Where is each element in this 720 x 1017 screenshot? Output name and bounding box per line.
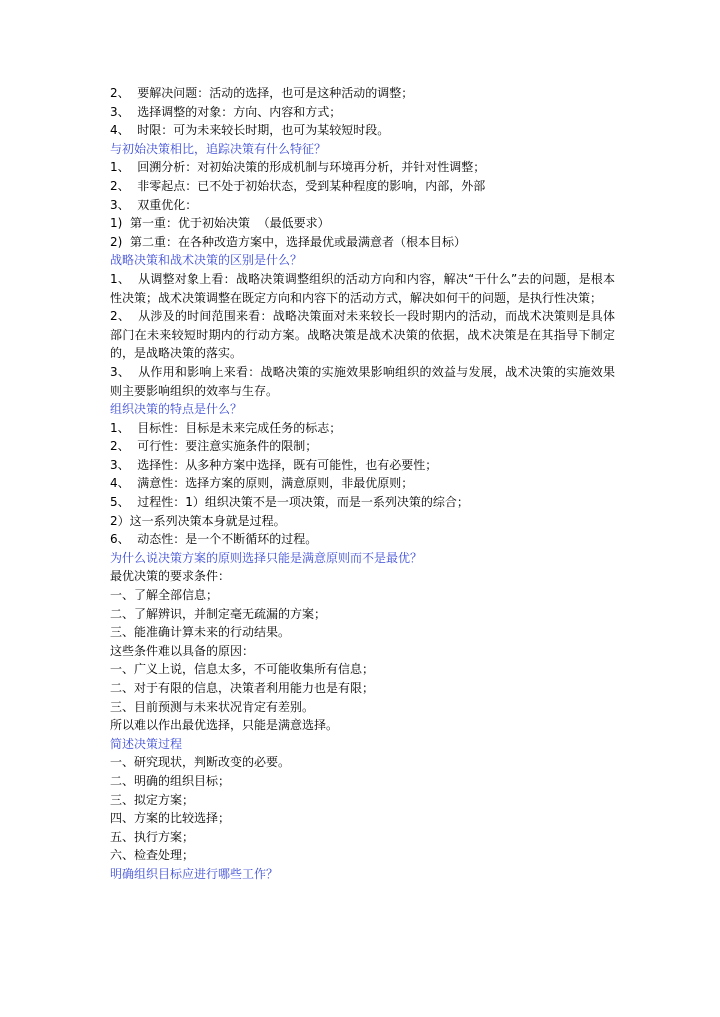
text-line: 2）这一系列决策本身就是过程。	[110, 513, 286, 528]
text-line: 二、明确的组织目标；	[110, 773, 231, 788]
paragraph: 2、 从涉及的时间范围来看：战略决策面对未来较长一段时期内的活动，而战术决策则是具体部门在未来较短时期内的行动方案。战略决策是战术决策的依据，战术决策是在其指导下制定的，是战略决策的落实。	[110, 309, 615, 361]
paragraph: 1、 从调整对象上看：战略决策调整组织的活动方向和内容，解决“干什么”去的问题，是根本性决策；战术决策调整在既定方向和内容下的活动方式，解决如何干的问题，是执行性决策；	[110, 271, 615, 305]
text-line: 二、对于有限的信息，决策者利用能力也是有限；	[110, 681, 375, 695]
text-line: 6、 动态性：是一个不断循环的过程。	[110, 532, 318, 547]
text-line: 4、 时限：可为未来较长时期，也可为某较短时段。	[110, 123, 390, 138]
text-line: 这些条件难以具备的原因：	[110, 643, 255, 658]
section-heading: 与初始决策相比，追踪决策有什么特征？	[110, 141, 327, 156]
text-line: 5、 过程性：1）组织决策不是一项决策，而是一系列决策的综合；	[110, 495, 469, 510]
text-line: 1、 回溯分析：对初始决策的形成机制与环境再分析，并针对性调整；	[110, 160, 486, 175]
section-heading: 战略决策和战术决策的区别是什么？	[110, 253, 303, 268]
text-line: 三、能准确计算未来的行动结果。	[110, 625, 291, 640]
text-line: 五、执行方案；	[110, 829, 195, 844]
text-line: 2、 要解决问题：活动的选择，也可是这种活动的调整；	[110, 86, 414, 100]
section-heading: 为什么说决策方案的原则选择只能是满意原则而不是最优？	[110, 550, 423, 565]
text-line: 所以难以作出最优选择，只能是满意选择。	[110, 718, 339, 733]
text-line: 3、 双重优化：	[110, 197, 198, 212]
document-body	[110, 84, 615, 884]
paragraph: 3、 从作用和影响上来看：战略决策的实施效果影响组织的效益与发展，战术决策的实施效果则主要影响组织的效率与生存。	[110, 364, 615, 398]
text-line: 三、目前预测与未来状况肯定有差别。	[110, 699, 315, 714]
text-line: 2) 第二重：在各种改造方案中，选择最优或最满意者（根本目标）	[110, 234, 466, 249]
text-line: 一、广义上说，信息太多，不可能收集所有信息；	[110, 662, 375, 677]
section-heading: 明确组织目标应进行哪些工作？	[110, 866, 279, 881]
text-line: 2、 非零起点：已不处于初始状态，受到某种程度的影响，内部，外部	[110, 178, 486, 193]
text-line: 最优决策的要求条件：	[110, 569, 231, 584]
text-line: 1、 目标性：目标是未来完成任务的标志；	[110, 420, 342, 435]
text-line: 一、了解全部信息；	[110, 588, 219, 603]
text-line: 1) 第一重：优于初始决策 （最低要求）	[110, 216, 330, 231]
text-line: 四、方案的比较选择；	[110, 811, 231, 826]
text-line: 3、 选择调整的对象：方向、内容和方式；	[110, 104, 342, 119]
section-heading: 简述决策过程	[110, 736, 183, 751]
text-line: 六、检查处理；	[110, 848, 195, 863]
text-line: 3、 选择性：从多种方案中选择，既有可能性，也有必要性；	[110, 457, 438, 472]
text-line: 二、了解辨识，并制定毫无疏漏的方案；	[110, 606, 327, 621]
text-line: 2、 可行性：要注意实施条件的限制；	[110, 439, 318, 454]
section-heading: 组织决策的特点是什么？	[110, 402, 243, 417]
text-line: 三、拟定方案；	[110, 792, 195, 807]
text-line: 4、 满意性：选择方案的原则，满意原则，非最优原则；	[110, 476, 414, 491]
text-line: 一、研究现状，判断改变的必要。	[110, 755, 291, 770]
